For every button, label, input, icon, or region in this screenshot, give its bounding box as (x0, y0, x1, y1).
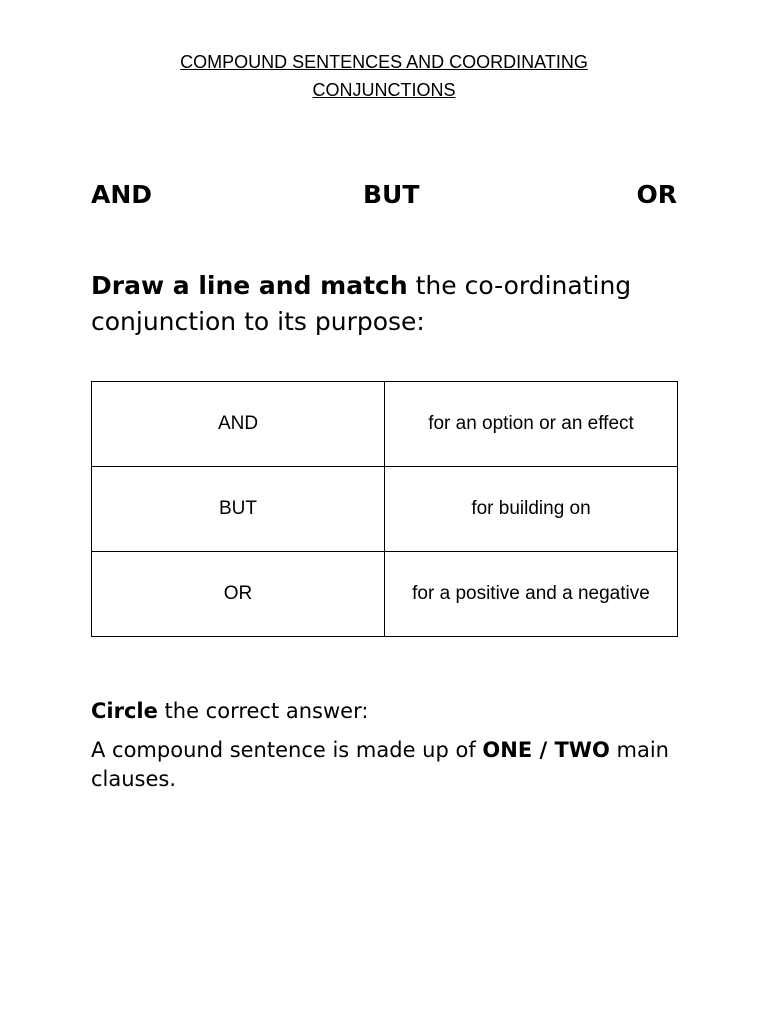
table-cell-conjunction: BUT (92, 467, 385, 552)
matching-instruction-rest: the co-ordinating conjunction to its purpose: (91, 271, 632, 336)
compound-question-before: A compound sentence is made up of (91, 738, 483, 762)
table-row (92, 552, 678, 637)
circle-instruction-bold: Circle (91, 699, 158, 723)
table-cell-purpose: for building on (385, 467, 678, 552)
circle-instruction-rest: the correct answer: (157, 699, 369, 723)
matching-instruction-bold: Draw a line and match (91, 271, 408, 300)
table-cell-conjunction: AND (92, 382, 385, 467)
table-row (92, 467, 678, 552)
matching-instruction (91, 268, 651, 340)
page-title (91, 48, 677, 104)
compound-question (91, 736, 677, 794)
title-line-2: CONJUNCTIONS (312, 80, 456, 100)
conjunction-list (91, 178, 677, 212)
conjunction-and: AND (91, 180, 153, 209)
circle-instruction (91, 697, 677, 725)
table-cell-purpose: for an option or an effect (385, 382, 678, 467)
compound-question-options: ONE / TWO (482, 738, 610, 762)
table-cell-purpose: for a positive and a negative (385, 552, 678, 637)
table-row (92, 382, 678, 467)
compound-question-after: main clauses. (91, 738, 669, 791)
matching-table (91, 381, 678, 637)
table-cell-conjunction: OR (92, 552, 385, 637)
conjunction-but: BUT (363, 180, 420, 209)
title-line-1: COMPOUND SENTENCES AND COORDINATING (180, 52, 588, 72)
conjunction-or: OR (636, 180, 677, 209)
